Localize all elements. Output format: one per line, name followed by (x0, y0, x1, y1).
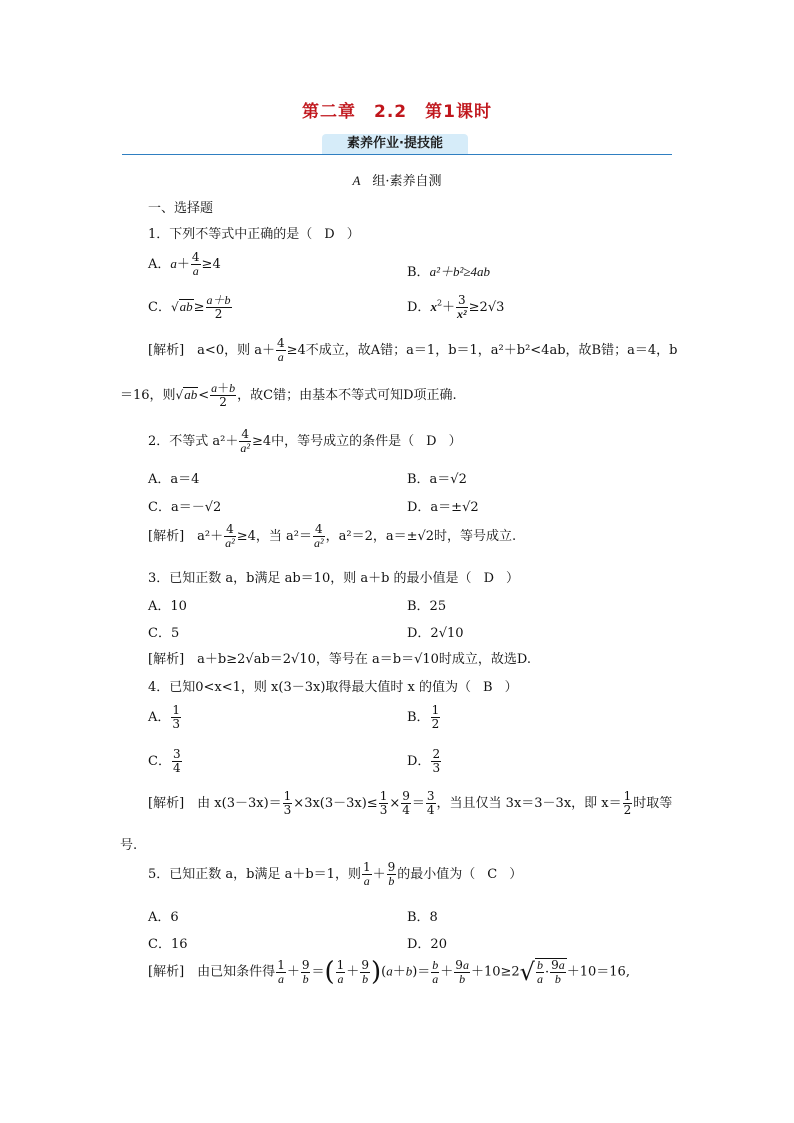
section-badge: 素养作业·提技能 (322, 134, 468, 154)
q2-option-b: B．a＝√2 (407, 472, 467, 487)
q3-explanation: [解析] a＋b≥2√ab＝2√10，等号在 a＝b＝√10时成立，故选D. (148, 652, 531, 667)
q1-explanation-line1: [解析] a<0，则 a＋ $\frac{4}{a}$ ≥4不成立，故A错；a＝1，b＝1，a²＋b²<4ab，故B错；a＝4，b (148, 336, 678, 364)
q5-answer: C (487, 867, 498, 882)
q5-explanation: [解析] 由已知条件得 $\frac{1}{a}$ ＋ $\frac{9}{b}$ ＝( $\frac{1}{a}$ ＋ $\frac{9}{b}$ )(a＋b)＝ $\frac{b}{a}$ ＋ $\frac{9a}{b}$ ＋10≥2√ $\frac{b}{a}$ · $\frac{9a}{b}$ ＋10＝16, (148, 957, 630, 987)
q3-option-b: B．25 (407, 599, 447, 614)
page-title: 第二章 2.2 第1课时 (302, 102, 492, 122)
q4-stem: 4．已知0<x<1，则 x(3－3x)取得最大值时 x 的值为（ B ） (148, 680, 518, 695)
q2-option-a: A．a＝4 (148, 472, 200, 487)
divider (122, 154, 672, 155)
q4-option-c: C． $\frac{3}{4}$ (148, 747, 181, 775)
q5-option-b: B．8 (407, 910, 438, 925)
q3-answer: D (483, 571, 494, 586)
q1-option-b: B．a²＋b²≥4ab (407, 264, 490, 280)
q4-option-b: B． $\frac{1}{2}$ (407, 703, 440, 731)
q4-explanation-line2: 号. (120, 838, 138, 853)
q2-answer: D (426, 434, 437, 449)
q5-stem: 5．已知正数 a，b满足 a＋b＝1，则 $\frac{1}{a}$ ＋ $\frac{9}{b}$ 的最小值为（ C ） (148, 860, 523, 888)
q5-option-d: D．20 (407, 937, 447, 952)
q1-stem: 1．下列不等式中正确的是（ D ） (148, 227, 360, 242)
q1-explanation-line2: ＝16，则√ab< $\frac{a+b}{2}$ ，故C错；由基本不等式可知D项正确. (120, 381, 457, 409)
q5-option-c: C．16 (148, 937, 188, 952)
q2-option-d: D．a＝±√2 (407, 500, 479, 515)
section-label: 一、选择题 (148, 201, 214, 216)
q4-explanation-line1: [解析] 由 x(3－3x)＝ $\frac{1}{3}$ ×3x(3－3x)≤ $\frac{1}{3}$ × $\frac{9}{4}$ ＝ $\frac{3}{4}$ ，当且仅当 3x＝3－3x，即 x＝ $\frac{1}{2}$ 时取等 (148, 789, 673, 817)
q4-answer: B (483, 680, 493, 695)
q1-answer: D (324, 227, 335, 242)
q2-option-c: C．a＝－√2 (148, 500, 222, 515)
q2-stem: 2．不等式 a²＋ $\frac{4}{\text{a²}}$ ≥4中，等号成立的条件是（ D ） (148, 427, 462, 455)
q4-option-a: A． $\frac{1}{3}$ (148, 703, 181, 731)
q1-option-a: A．a＋ $\frac{4}{a}$ ≥4 (148, 250, 221, 278)
q4-option-d: D． $\frac{2}{3}$ (407, 747, 441, 775)
q2-explanation: [解析] a²＋ $\frac{4}{\text{a²}}$ ≥4，当 a²＝ $\frac{4}{\text{a²}}$ ，a²＝2，a＝±√2时，等号成立. (148, 522, 517, 550)
q3-option-d: D．2√10 (407, 626, 464, 641)
q5-option-a: A．6 (148, 910, 179, 925)
q1-option-c: C．√ab≥ $\frac{a+b}{2}$ (148, 293, 231, 321)
group-heading: A 组·素养自测 (352, 173, 442, 189)
q1-option-d: D．$x^2+$ $\frac{3}{\text{x²}}$ ≥2√3 (407, 293, 505, 321)
q3-option-c: C．5 (148, 626, 180, 641)
q3-option-a: A．10 (148, 599, 187, 614)
q3-stem: 3．已知正数 a，b满足 ab＝10，则 a＋b 的最小值是（ D ） (148, 571, 520, 586)
